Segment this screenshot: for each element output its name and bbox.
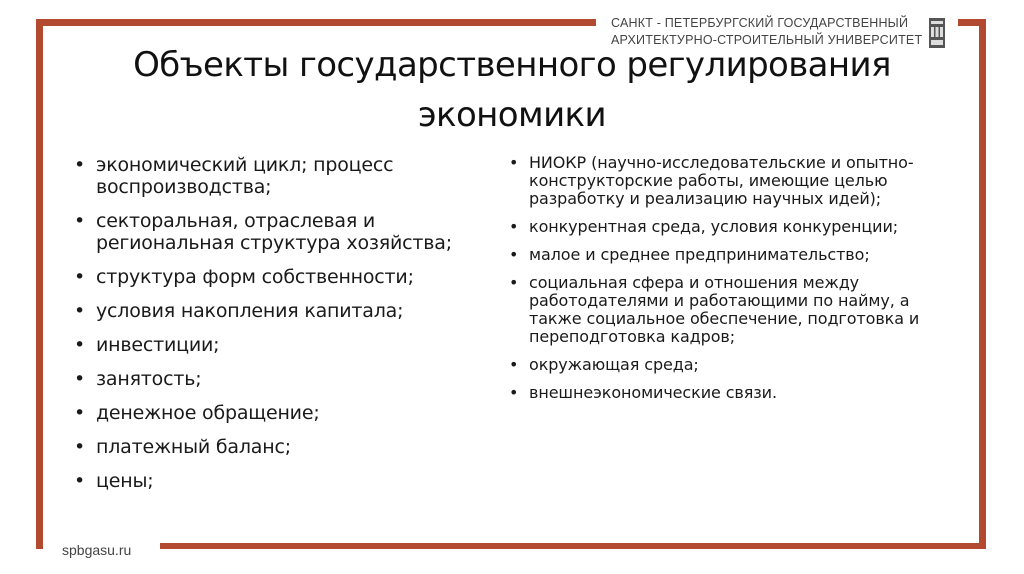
- list-item: [507, 218, 927, 236]
- bullet-icon: •: [74, 402, 86, 424]
- list-item-text: малое и среднее предпринимательство;: [529, 245, 870, 264]
- bullet-icon: •: [74, 334, 86, 356]
- bullet-icon: •: [74, 266, 86, 288]
- bullet-icon: •: [74, 368, 86, 390]
- bullet-icon: •: [509, 355, 519, 374]
- bullet-icon: •: [509, 273, 519, 292]
- list-item: [72, 300, 492, 322]
- right-bullet-list: [507, 154, 927, 412]
- list-item-text: внешнеэкономические связи.: [529, 383, 777, 402]
- frame-bottom-border: [160, 543, 986, 549]
- frame-right-border: [979, 19, 986, 549]
- list-item-text: занятость;: [96, 368, 202, 390]
- list-item-text: экономический цикл; процесс воспроизводства;: [96, 154, 394, 198]
- list-item-text: условия накопления капитала;: [96, 300, 404, 322]
- bullet-icon: •: [74, 300, 86, 322]
- list-item-text: окружающая среда;: [529, 355, 699, 374]
- list-item-text: цены;: [96, 470, 154, 492]
- list-item-text: НИОКР (научно-исследовательские и опытно-конструкторские работы, имеющие целью разработку и реализацию научных идей);: [529, 153, 914, 208]
- list-item: [507, 274, 927, 346]
- list-item-text: структура форм собственности;: [96, 266, 414, 288]
- bullet-icon: •: [509, 153, 519, 172]
- list-item: [72, 402, 492, 424]
- bullet-icon: •: [509, 217, 519, 236]
- list-item: [507, 246, 927, 264]
- bullet-icon: •: [74, 470, 86, 492]
- left-bullet-list: [72, 154, 492, 504]
- frame-top-border: [36, 19, 596, 26]
- bullet-icon: •: [74, 154, 86, 176]
- university-name-line2: АРХИТЕКТУРНО-СТРОИТЕЛЬНЫЙ УНИВЕРСИТЕТ: [611, 33, 923, 47]
- list-item-text: платежный баланс;: [96, 436, 291, 458]
- list-item: [72, 436, 492, 458]
- list-item-text: конкурентная среда, условия конкуренции;: [529, 217, 899, 236]
- bullet-icon: •: [74, 210, 86, 232]
- bullet-icon: •: [509, 245, 519, 264]
- bullet-icon: •: [509, 383, 519, 402]
- list-item: [507, 154, 927, 208]
- list-item-text: социальная сфера и отношения между работодателями и работающими по найму, а также социальное обеспечение, подготовка и переподготовка кадров;: [529, 273, 920, 346]
- list-item: [72, 154, 492, 198]
- list-item: [72, 334, 492, 356]
- list-item: [507, 384, 927, 402]
- page-title: [60, 40, 964, 140]
- page-title-line1: Объекты государственного регулирования: [133, 45, 891, 85]
- list-item: [72, 210, 492, 254]
- list-item-text: инвестиции;: [96, 334, 220, 356]
- list-item: [72, 470, 492, 492]
- list-item: [507, 356, 927, 374]
- list-item-text: секторальная, отраслевая и региональная структура хозяйства;: [96, 210, 452, 254]
- list-item: [72, 368, 492, 390]
- list-item: [72, 266, 492, 288]
- page-title-line2: экономики: [417, 95, 606, 135]
- university-name-line1: САНКТ - ПЕТЕРБУРГСКИЙ ГОСУДАРСТВЕННЫЙ: [611, 16, 909, 30]
- list-item-text: денежное обращение;: [96, 402, 320, 424]
- footer-site-url: spbgasu.ru: [62, 542, 132, 558]
- bullet-icon: •: [74, 436, 86, 458]
- frame-left-border: [36, 19, 43, 549]
